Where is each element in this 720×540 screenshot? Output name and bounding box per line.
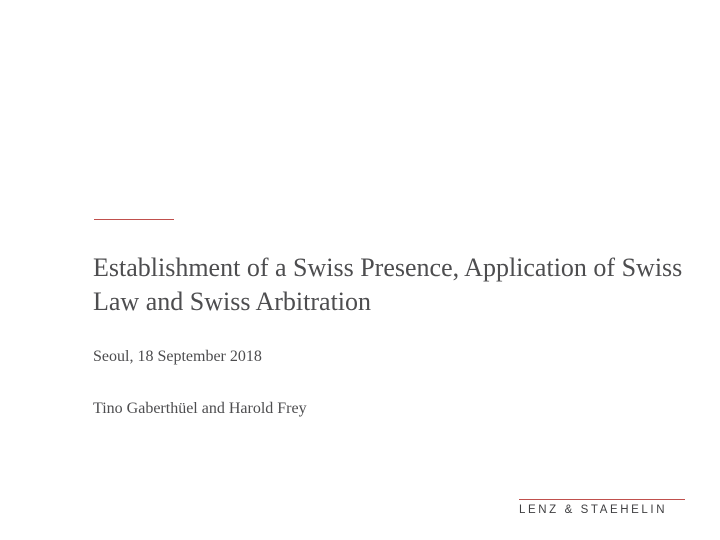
logo-wordmark: LENZ & STAEHELIN <box>519 504 668 516</box>
company-logo <box>519 499 685 517</box>
logo-rule <box>519 499 685 500</box>
event-location-date: Seoul, 18 September 2018 <box>93 348 262 365</box>
title-accent-rule <box>94 219 174 220</box>
slide-title: Establishment of a Swiss Presence, Application of Swiss Law and Swiss Arbitration <box>93 253 683 316</box>
presenters: Tino Gaberthüel and Harold Frey <box>93 400 307 417</box>
